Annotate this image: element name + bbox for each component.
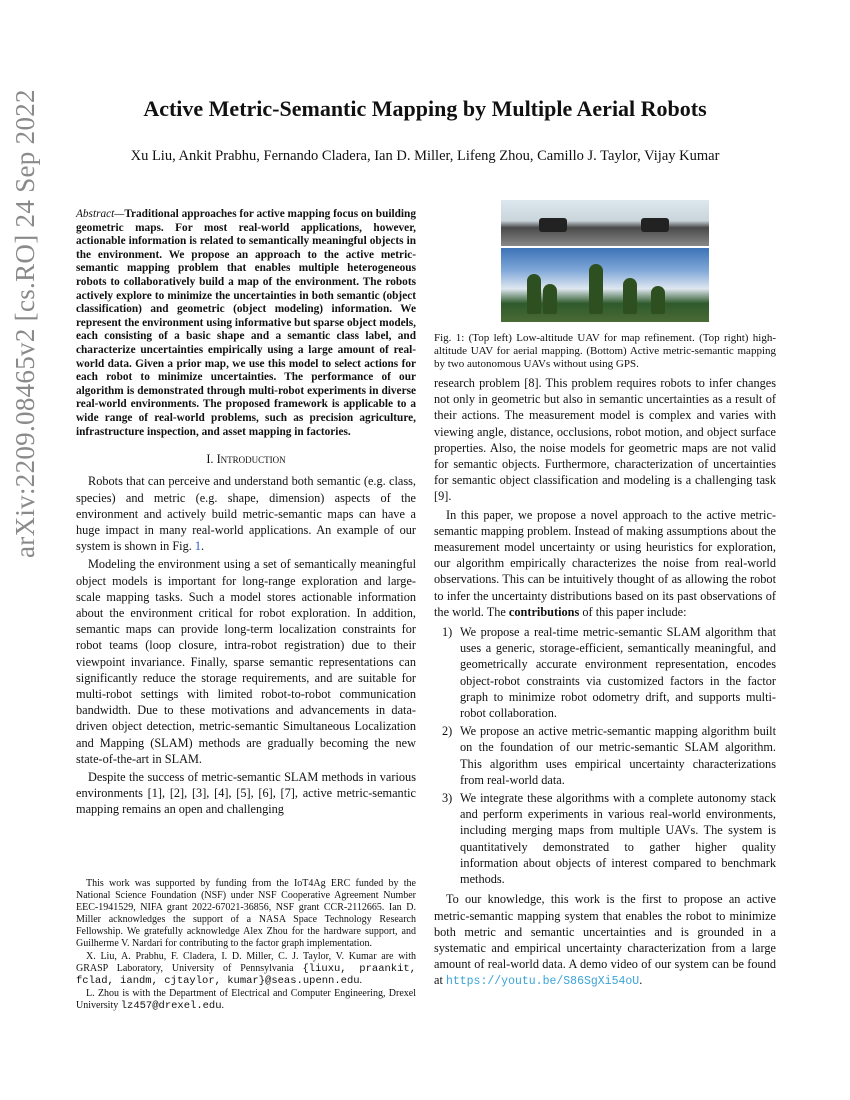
abstract-text: Traditional approaches for active mapping focus on building geometric maps. For most real-world applications, however, actionable information is related to semantically meaningful objects in the environment. We propose an approach to the active metric-semantic mapping problem that enables multiple heterogeneous robots to collaboratively build a map of the environment. The robots actively explore to minimize the uncertainties in both semantic (object classification) and geometric (object modeling) information. We represent the environment using informative but sparse object models, each consisting of a basic shape and a semantic class label, and characterize uncertainties empirically using a large amount of real-world data. Given a prior map, we use this model to select actions for each robot to minimize uncertainties. The performance of our algorithm is demonstrated through multi-robot experiments in diverse real-world environments. The proposed framework is applicable to a wide range of real-world problems, such as precision agriculture, infrastructure inspection, and asset mapping in factories.	[76, 208, 416, 438]
left-column	[76, 208, 416, 820]
section-introduction-heading: I. Introduction	[206, 452, 286, 467]
right-column	[434, 200, 776, 993]
abstract	[76, 208, 416, 439]
arxiv-identifier: arXiv:2209.08465v2 [cs.RO] 24 Sep 2022	[10, 89, 40, 558]
right-paragraph-3: To our knowledge, this work is the first to propose an active metric-semantic mapping system that enables the robot to minimize both metric and semantic uncertainties and is grounded in a systematic and empirical uncertainty characterization from a large amount of real-world data. A demo video of our system can be found at https://youtu.be/S86SgXi54oU.	[434, 892, 776, 989]
paper-authors: Xu Liu, Ankit Prabhu, Fernando Cladera, Ian D. Miller, Lifeng Zhou, Camillo J. Taylor, Vijay Kumar	[130, 148, 720, 164]
intro-paragraph-1: Robots that can perceive and understand both semantic (e.g. class, species) and metric (e.g. shape, dimension) aspects of the environment and actively build metric-semantic maps can have a huge impact in many real-world applications. An example of our system is shown in Fig. 1.	[76, 474, 416, 554]
uav-photo-top-left-icon	[501, 200, 605, 246]
paper-title: Active Metric-Semantic Mapping by Multiple Aerial Robots	[143, 96, 707, 121]
footnote-affiliation-upenn: X. Liu, A. Prabhu, F. Cladera, I. D. Miller, C. J. Taylor, V. Kumar are with GRASP Laboratory, University of Pennsylvania {liuxu, praankit, fclad, iandm, cjtaylor, kumar}@seas.upenn.edu.	[76, 951, 416, 987]
footnotes	[76, 878, 416, 1013]
figure-1	[434, 200, 776, 371]
list-item: 3) We integrate these algorithms with a complete autonomy stack and perform experiments in various real-world environments, including merging maps from multiple UAVs. The system is quantitatively demonstrated to gather higher quality information about objects of interest compared to benchmark methods.	[442, 791, 776, 887]
right-paragraph-2: In this paper, we propose a novel approach to the active metric-semantic mapping problem. Instead of making assumptions about the measurement model uncertainty or using heuristics for exploration, our algorithm empirically characterizes the noise from real-world observations. This can be intuitively thought of as allowing the robot to infer the uncertainty distributions based on its past observations of the world. The contributions of this paper include:	[434, 507, 776, 619]
demo-video-link[interactable]: https://youtu.be/S86SgXi54oU	[445, 975, 640, 989]
right-paragraph-1: research problem [8]. This problem requires robots to infer changes not only in geometric but also in semantic uncertainties as a result of their actions. The measurement model is complex and varies with viewing angle, distance, occlusions, robot motion, and object surface properties. Also, the noise models for geometric maps are not valid for semantic objects. Furthermore, characterization of uncertainties for semantic object classification and modeling is a challenging task [9].	[434, 376, 776, 504]
footnote-affiliation-drexel: L. Zhou is with the Department of Electrical and Computer Engineering, Drexel University lz457@drexel.edu.	[76, 988, 416, 1012]
abstract-lead: Abstract—	[76, 208, 125, 220]
uav-photo-top-right-icon	[605, 200, 709, 246]
figure-1-caption: Fig. 1: (Top left) Low-altitude UAV for map refinement. (Top right) high-altitude UAV for aerial mapping. (Bottom) Active metric-semantic mapping by two autonomous UAVs without using GPS.	[434, 332, 776, 370]
list-item: 2) We propose an active metric-semantic mapping algorithm built on the foundation of our metric-semantic SLAM algorithm. This algorithm uses empirical uncertainty characterizations from real-world data.	[442, 724, 776, 787]
contributions-list	[434, 624, 776, 887]
intro-paragraph-3: Despite the success of metric-semantic SLAM methods in various environments [1], [2], [3], [4], [5], [6], [7], active metric-semantic mapping remains an open and challenging	[76, 769, 416, 817]
figure-1-ref-link[interactable]: 1	[194, 539, 202, 554]
footnote-funding: This work was supported by funding from the IoT4Ag ERC funded by the National Science Foundation (NSF) under NSF Cooperative Agreement Number EEC-1941529, NIFA grant 2022-67021-36856, NSF grant CCR-2112665. Ian D. Miller acknowledges the support of a NASA Space Technology Research Fellowship. We gratefully acknowledge Alex Zhou for the hardware support, and Guilherme V. Nardari for contributing to the factor graph implementation.	[76, 878, 416, 949]
intro-paragraph-2: Modeling the environment using a set of semantically meaningful object models is important for long-range exploration and large-scale mapping tasks. Such a model stores actionable information about the environment critical for robot exploration. In addition, semantic maps can provide long-term localization constraints for robot teams (loop closure, intra-robot registration) due to their viewpoint invariance. Finally, sparse semantic representations can significantly reduce the storage requirements, and are suitable for multi-robot settings with limited robot-to-robot communication bandwidth. Due to these motivations and advancements in data-driven object detection, metric-semantic Simultaneous Localization and Mapping (SLAM) methods are gradually becoming the new state-of-the-art in SLAM.	[76, 557, 416, 766]
uav-field-photo-icon	[501, 248, 709, 322]
list-item: 1) We propose a real-time metric-semantic SLAM algorithm that uses a generic, storage-efficient, semantically meaningful, and geometrically accurate environment representation, encodes object-robot constraints via customized factors in the factor graph to minimize robot odometry drift, and supports multi-robot collaboration.	[442, 625, 776, 721]
